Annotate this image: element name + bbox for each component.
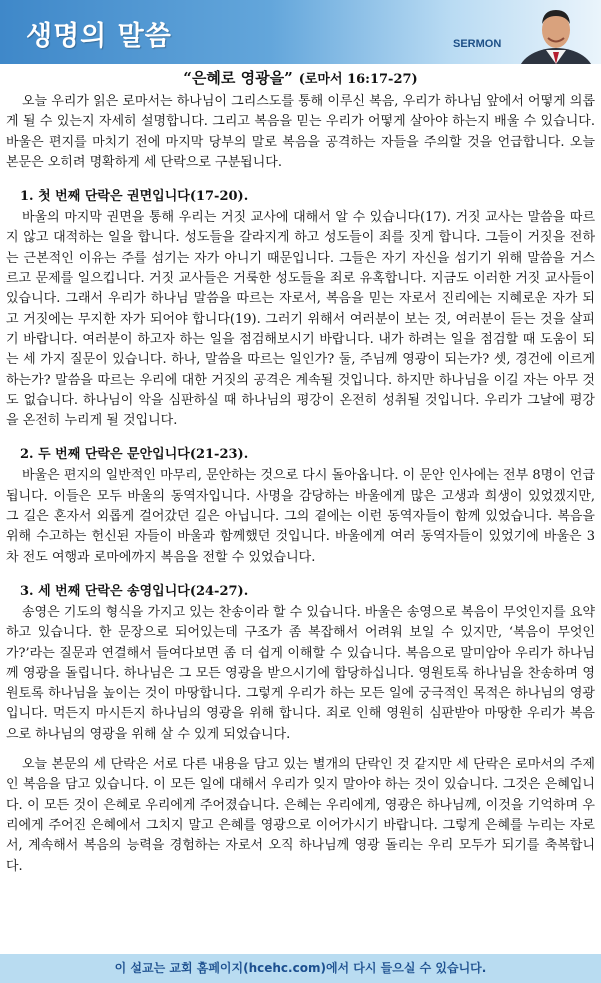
section-2-heading: 2. 두 번째 단락은 문안입니다(21-23).	[20, 447, 249, 463]
footer-notice: 이 설교는 교회 홈페이지(hcehc.com)에서 다시 들으실 수 있습니다.	[0, 954, 601, 983]
sermon-tag: SERMON	[453, 38, 502, 50]
section-2-paragraph: 바울은 편지의 일반적인 마무리, 문안하는 것으로 다시 돌아옵니다. 이 문안 인사에는 전부 8명이 언급됩니다. 이들은 모두 바울의 동역자입니다. 사명을 감당하는 바울에게 많은 고생과 희생이 있었겠지만, 그 길은 혼자서 외롭게 걸어갔던 길은 아닙니다. 그의 곁에는 이런 동역자들이 함께 있었습니다. 복음을 위해 수고하는 헌신된 자들이 바울과 함께했던 것입니다. 바울에게 여러 동역자들이 있었기에 바울은 3차 전도 여행과 로마에까지 복음을 전할 수 있었습니다.	[6, 468, 595, 565]
conclusion-paragraph: 오늘 본문의 세 단락은 서로 다른 내용을 담고 있는 별개의 단락인 것 같지만 세 단락은 로마서의 주제인 복음을 담고 있습니다. 이 모든 일에 대해서 우리가 잊지 말아야 하는 것이 있습니다. 그것은 은혜입니다. 이 모든 것이 은혜로 우리에게 주어졌습니다. 은혜는 우리에게, 영광은 하나님께, 이것을 기억하며 우리에게 주어진 은혜에서 그치지 말고 은혜를 영광으로 이어가시기 바랍니다. 그렇게 은혜를 누리는 자로서, 계속해서 복음의 능력을 경험하는 자로서 오직 하나님께 영광 돌리는 우리 모두가 되기를 축복합니다.	[6, 757, 595, 874]
sermon-body	[6, 92, 595, 877]
sermon-heading	[0, 68, 601, 90]
intro-paragraph: 오늘 우리가 읽은 로마서는 하나님이 그리스도를 통해 이루신 복음, 우리가 하나님 앞에서 어떻게 의롭게 될 수 있는지 자세히 설명합니다. 그리고 복음을 믿는 우리가 어떻게 살아야 하는지 배울 수 있습니다. 바울은 편지를 마치기 전에 마지막 당부의 말로 복음을 공격하는 자들을 주의할 것을 언급합니다. 오늘 본문은 오히려 명확하게 세 단락으로 구분됩니다.	[6, 94, 595, 170]
sermon-title: “은혜로 영광을”	[183, 69, 293, 87]
section-3-paragraph: 송영은 기도의 형식을 가지고 있는 찬송이라 할 수 있습니다. 바울은 송영으로 복음이 무엇인지를 요약하고 있습니다. 한 문장으로 되어있는데 구조가 좀 복잡해서 어려워 보일 수 있지만, ‘복음이 무엇인가?’라는 질문과 연결해서 들여다보면 좀 더 쉽게 이해할 수 있습니다. 복음으로 말미암아 우리가 하나님께 영광을 돌립니다. 하나님은 그 모든 영광을 받으시기에 합당하십니다. 영원토록 하나님을 찬송하며 영원토록 하나님을 높이는 것이 마땅합니다. 그렇게 우리가 하는 모든 일에 궁극적인 목적은 하나님의 영광입니다. 먹든지 마시든지 하나님의 영광을 위해 합니다. 죄로 인해 영원히 심판받아 마땅한 우리가 복음으로 하나님의 영광을 위해 살 수 있게 되었습니다.	[6, 604, 595, 742]
section-1-paragraph: 바울의 마지막 권면을 통해 우리는 거짓 교사에 대해서 알 수 있습니다(17). 거짓 교사는 말씀을 따르지 않고 대적하는 일을 합니다. 성도들을 갈라지게 하고 성도들이 죄를 짓게 합니다. 그들이 거짓을 전하는 근본적인 이유는 주를 섬기는 자가 아니기 때문입니다. 그들은 자기 자신을 섬기기 위해 말씀을 거스르고 문제를 일으킵니다. 거짓 교사들은 거룩한 성도들을 죄로 유혹합니다. 지금도 이러한 거짓 교사들이 있습니다. 그래서 우리가 하나님 말씀을 따르는 자로서, 복음을 믿는 자로서 진리에는 지혜로운 자가 되고 거짓에는 무지한 자가 되어야 합니다(19). 그러기 위해서 여러분이 보는 것, 여러분이 듣는 것을 살피기 바랍니다. 여러분이 하고자 하는 일을 점검해보시기 바랍니다. 내가 하려는 일을 점검할 때 도움이 되는 세 가지 질문이 있습니다. 하나, 말씀을 따르는 일인가? 둘, 주님께 영광이 되는가? 셋, 경건에 이르게 하는가? 말씀을 따르는 우리에 대한 거짓의 공격은 계속될 것입니다. 하지만 하나님을 이길 자는 아무 것도 없습니다. 하나님이 악을 심판하실 때 하나님의 평강이 온전히 성취될 것입니다. 우리가 그날에 평강을 온전히 누리게 될 것입니다.	[6, 210, 595, 429]
section-3-heading: 3. 세 번째 단락은 송영입니다(24-27).	[20, 583, 249, 599]
pastor-portrait	[516, 0, 596, 64]
section-1-heading: 1. 첫 번째 단락은 권면입니다(17-20).	[20, 189, 249, 205]
header-banner	[0, 0, 601, 64]
scripture-reference: (로마서 16:17-27)	[298, 72, 418, 87]
banner-title: 생명의 말씀	[26, 21, 172, 52]
spacer	[6, 745, 595, 755]
